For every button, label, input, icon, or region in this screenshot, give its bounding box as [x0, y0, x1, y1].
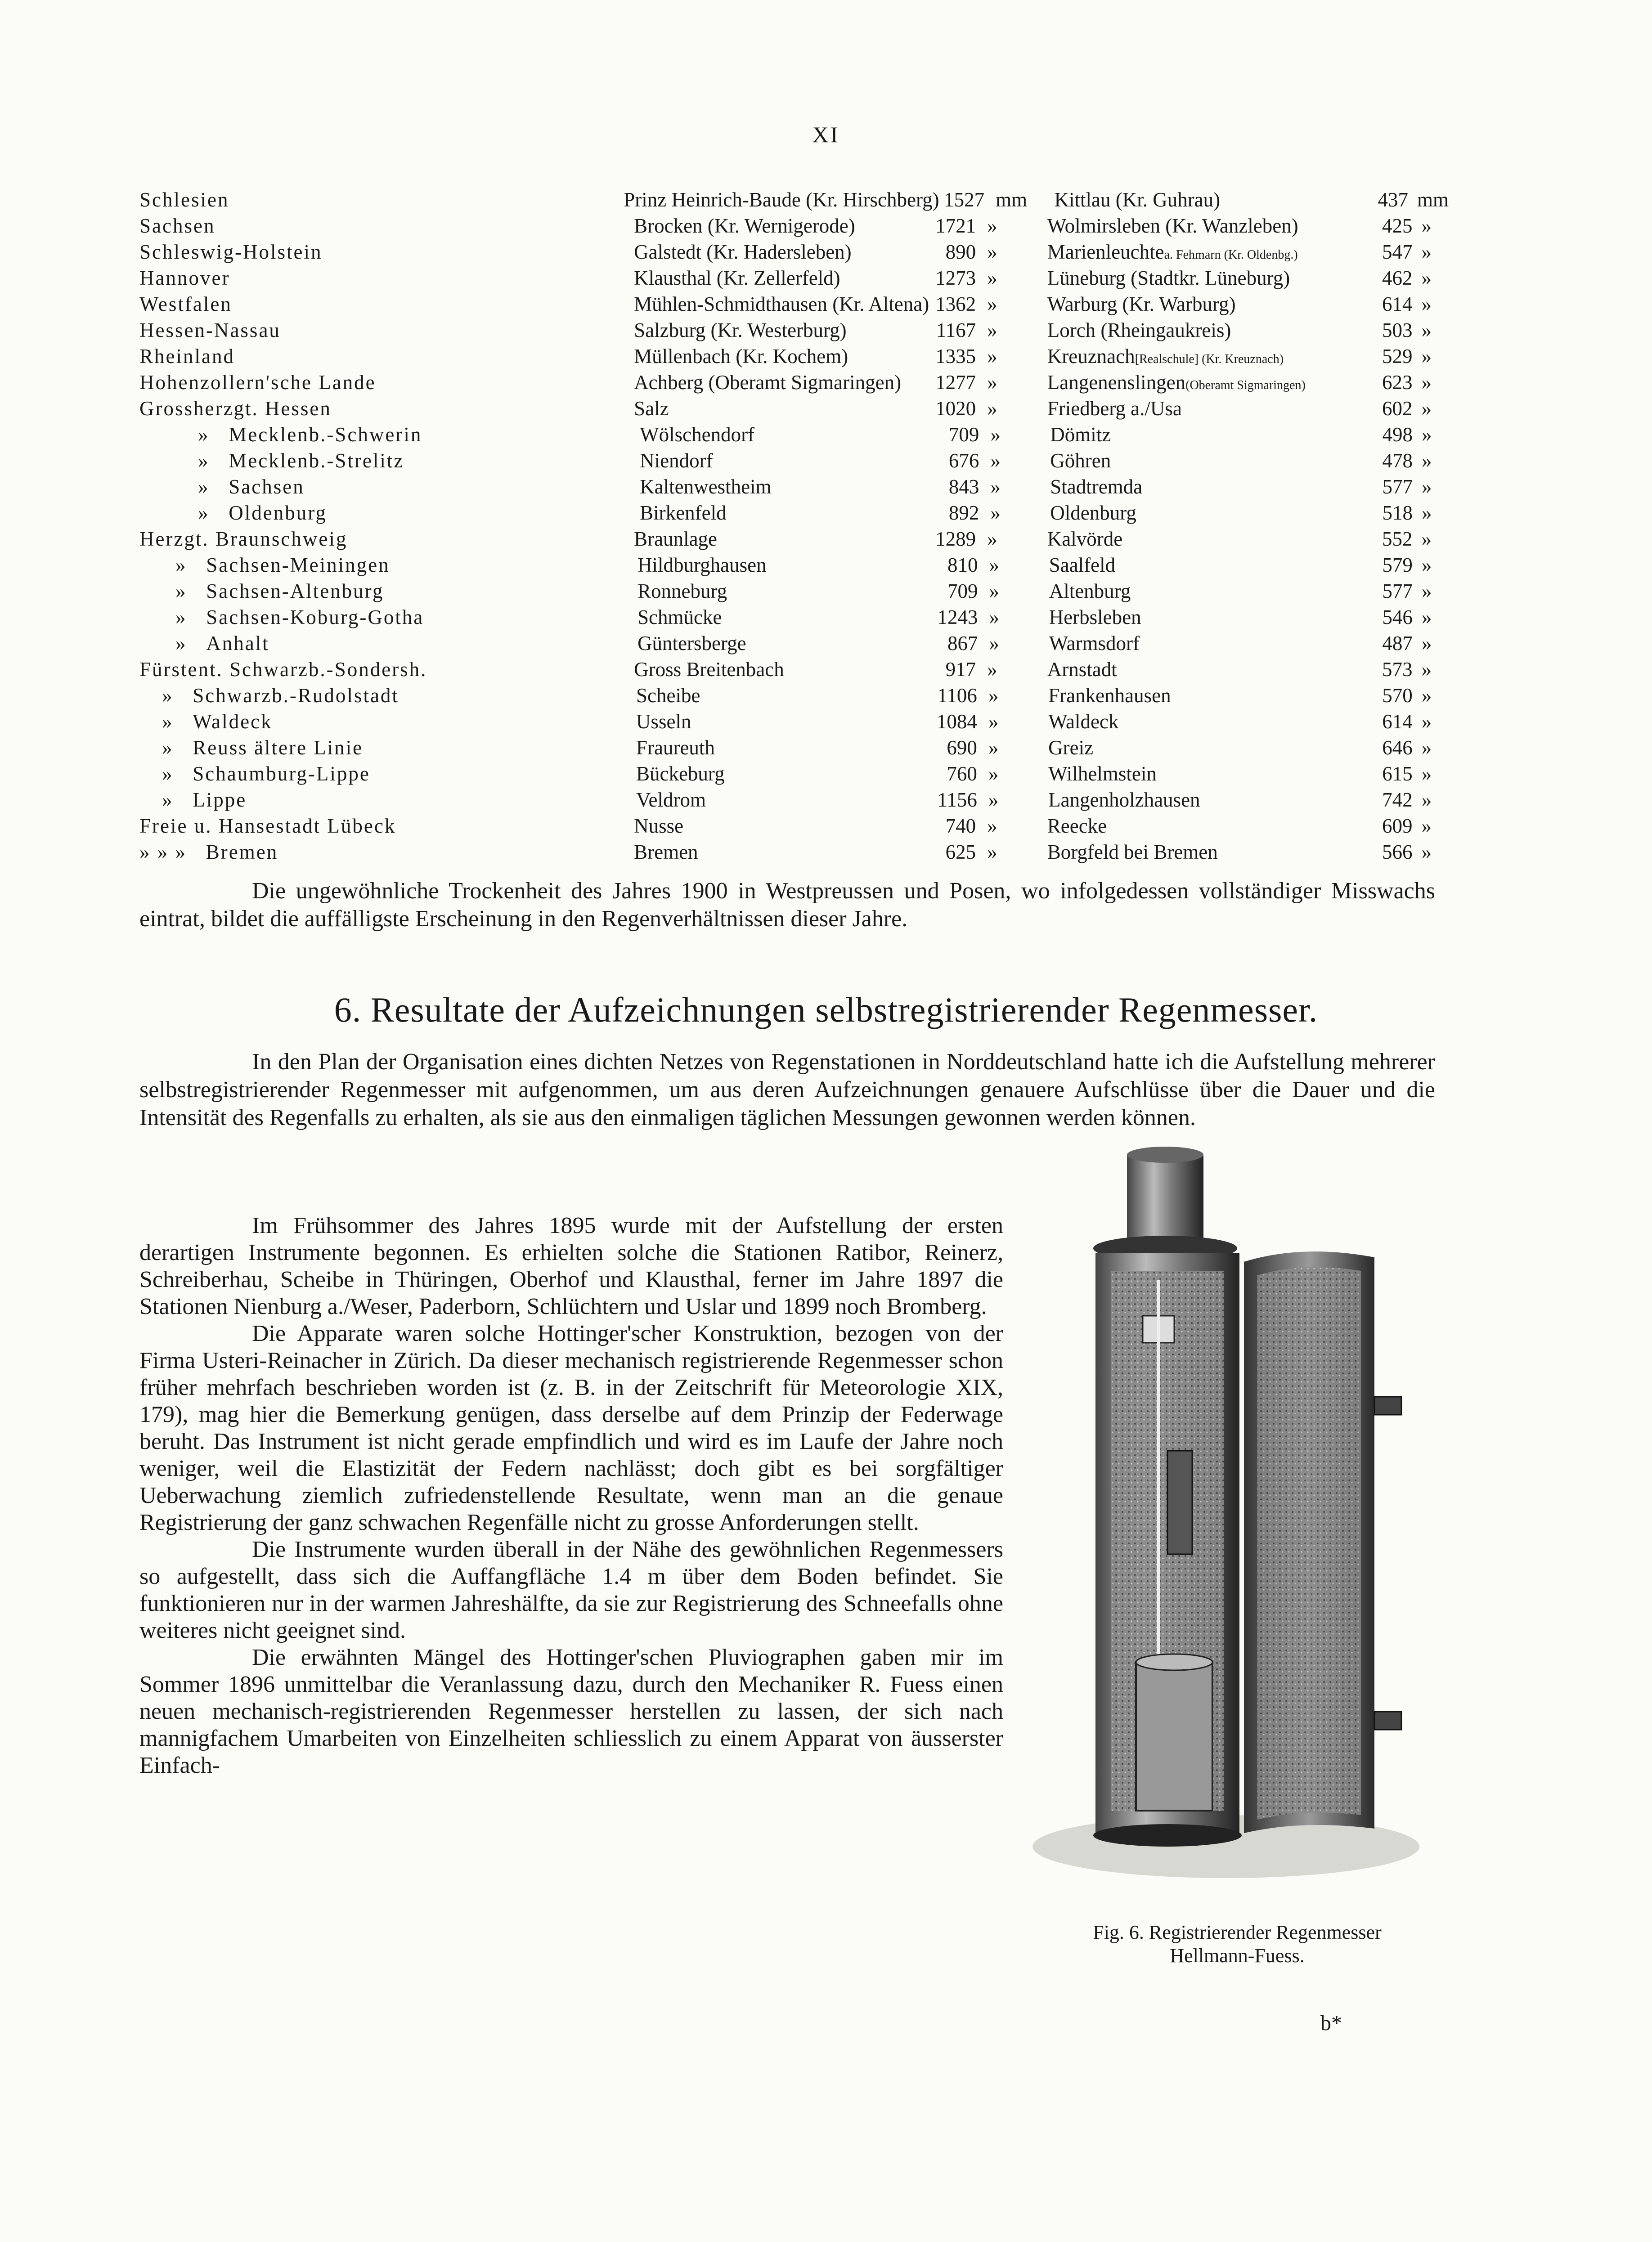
unit-max: »: [990, 449, 1001, 472]
station-wettest: Gross Breitenbach: [634, 658, 784, 681]
station-wettest: Müllenbach (Kr. Kochem): [634, 345, 848, 368]
station-note: [Realschule] (Kr. Kreuznach): [1135, 352, 1284, 366]
table-row: [139, 369, 1449, 395]
unit-min: »: [1421, 789, 1432, 811]
station-driest: Stadtremda: [1050, 475, 1143, 498]
unit-max: »: [988, 736, 999, 759]
station-driest: Oldenburg: [1050, 502, 1136, 524]
region-name: [139, 839, 470, 865]
station-driest: Kalvörde: [1047, 528, 1123, 550]
precip-max: 1527: [944, 188, 985, 211]
station-wettest: Salz: [634, 397, 669, 420]
region-label: Sachsen-Meiningen: [206, 554, 390, 576]
station-driest: Langenenslingen(Oberamt Sigmaringen): [1047, 371, 1306, 394]
unit-min: »: [1421, 423, 1432, 446]
table-row: [139, 343, 1449, 369]
precip-min: 573: [1382, 658, 1413, 681]
table-row: [139, 813, 1449, 839]
station-driest: Wilhelmstein: [1048, 762, 1157, 785]
station-wettest: Niendorf: [640, 449, 713, 472]
station-driest: Waldeck: [1048, 710, 1119, 733]
table-row: [139, 474, 1449, 500]
region-name: [139, 500, 476, 526]
table-row: [139, 630, 1449, 656]
region-name: [139, 395, 470, 421]
station-driest: Altenburg: [1049, 580, 1131, 602]
table-row: [139, 421, 1449, 448]
ditto-mark: »: [198, 449, 210, 472]
unit-max: »: [987, 241, 997, 263]
region-label: Schleswig-Holstein: [139, 241, 323, 263]
region-label: Rheinland: [139, 345, 235, 368]
region-name: [139, 735, 472, 761]
unit-min: »: [1421, 397, 1432, 420]
station-driest: Herbsleben: [1049, 606, 1141, 628]
table-row: [139, 500, 1449, 526]
station-driest: Marienleuchtea. Fehmarn (Kr. Oldenbg.): [1047, 241, 1298, 263]
station-wettest: Usseln: [636, 710, 691, 733]
precip-min: 570: [1382, 684, 1413, 707]
table-row: [139, 682, 1449, 708]
station-wettest: Bückeburg: [636, 762, 725, 785]
region-label: Anhalt: [206, 632, 269, 655]
ditto-mark: »: [162, 762, 174, 785]
station-note: a. Fehmarn (Kr. Oldenbg.): [1164, 248, 1298, 262]
station-wettest: Bremen: [634, 841, 698, 863]
region-label: Sachsen-Altenburg: [206, 580, 384, 602]
region-name: [139, 291, 470, 317]
station-driest: Dömitz: [1050, 423, 1111, 446]
station-note: (Oberamt Sigmaringen): [1185, 378, 1306, 392]
region-name: [139, 187, 459, 213]
body-paragraph: Die Instrumente wurden überall in der Nähe des gewöhnlichen Regenmessers so aufgestellt, dass sich die Auffangfläche 1.4 m über dem Boden befindet. Sie funktionieren nur in der warmen Jahreshälfte, da sie zur Registrierung des Schneefalls ohne weiteres nicht geeignet sind.: [139, 1537, 1003, 1643]
unit-min: »: [1421, 841, 1432, 863]
table-row: [139, 708, 1449, 735]
table-row: [139, 761, 1449, 787]
unit-max: »: [989, 632, 1000, 655]
precip-min: 615: [1382, 762, 1413, 785]
region-label: Mecklenb.-Schwerin: [229, 423, 422, 446]
unit-min: »: [1421, 554, 1432, 576]
station-driest: Kreuznach[Realschule] (Kr. Kreuznach): [1047, 345, 1284, 368]
station-wettest: Ronneburg: [637, 580, 727, 602]
precip-min: 614: [1382, 710, 1413, 733]
region-name: [139, 813, 470, 839]
precip-min: 529: [1382, 345, 1413, 368]
table-row: [139, 448, 1449, 474]
station-wettest: Klausthal (Kr. Zellerfeld): [634, 267, 840, 289]
station-driest: Lüneburg (Stadtkr. Lüneburg): [1047, 267, 1290, 289]
table-row: [139, 317, 1449, 343]
precip-min: 577: [1382, 475, 1413, 498]
region-label: Grossherzgt. Hessen: [139, 397, 332, 420]
table-row: [139, 839, 1449, 865]
region-label: Sachsen: [229, 475, 305, 498]
rain-gauge-illustration: [1032, 1145, 1428, 1883]
intro-paragraph: In den Plan der Organisation eines dichten Netzes von Regenstationen in Norddeutschland hatte ich die Aufstellung mehrerer selbstregistrierender Regenmesser mit aufgenommen, um aus deren Aufzeichnungen genauere Aufschlüsse über die Dauer und die Intensität des Regenfalls zu erhalten, als sie aus den einmaligen täglichen Messungen gewonnen werden können.: [139, 1049, 1435, 1130]
region-name: [139, 787, 472, 813]
table-row: [139, 787, 1449, 813]
ditto-mark: »: [175, 554, 187, 576]
precip-max: 625: [945, 841, 976, 863]
unit-min: »: [1421, 345, 1432, 368]
unit-max: »: [990, 423, 1001, 446]
unit-max: »: [988, 684, 999, 707]
figure-rain-gauge: [1032, 1145, 1428, 1883]
table-row: [139, 239, 1449, 265]
precip-min: 518: [1382, 502, 1413, 524]
region-label: Reuss ältere Linie: [193, 736, 364, 759]
region-label: Fürstent. Schwarzb.-Sondersh.: [139, 658, 427, 681]
station-driest: Saalfeld: [1049, 554, 1116, 576]
region-name: [139, 604, 473, 630]
table-row: [139, 395, 1449, 421]
unit-max: »: [988, 710, 999, 733]
unit-max: »: [989, 554, 1000, 576]
region-name: [139, 239, 470, 265]
unit-max: »: [987, 267, 997, 289]
note-paragraph: Die ungewöhnliche Trockenheit des Jahres 1900 in Westpreussen und Posen, wo infolgedessen vollständiger Misswachs eintrat, bildet die auffälligste Erscheinung in den Regenverhältnissen dieser Jahre.: [139, 878, 1435, 932]
region-name: [139, 474, 476, 500]
signature-mark: b*: [1320, 2011, 1342, 2035]
unit-min: »: [1421, 606, 1432, 628]
precip-min: 623: [1382, 371, 1413, 394]
station-wettest: Güntersberge: [637, 632, 746, 655]
unit-min: »: [1421, 632, 1432, 655]
precip-max: 1721: [935, 215, 976, 237]
region-label: Schlesien: [139, 188, 229, 211]
precip-max: 843: [948, 475, 979, 498]
unit-min: »: [1421, 475, 1432, 498]
table-row: [139, 552, 1449, 578]
unit-max: »: [988, 762, 999, 785]
ditto-mark: »: [175, 606, 187, 628]
unit-max: »: [987, 658, 997, 681]
precip-max: 1362: [935, 293, 976, 315]
station-wettest: Hildburghausen: [637, 554, 767, 576]
precip-min: 547: [1382, 241, 1413, 263]
figure-caption-line1: Fig. 6. Registrierender Regenmesser: [1093, 1921, 1382, 1943]
ditto-mark: »: [198, 475, 210, 498]
precip-max: 1020: [935, 397, 976, 420]
table-row: [139, 291, 1449, 317]
ditto-mark: »: [198, 502, 210, 524]
region-name: [139, 578, 473, 604]
station-wettest: Scheibe: [636, 684, 700, 707]
precip-max: 917: [945, 658, 976, 681]
region-label: Schaumburg-Lippe: [193, 762, 370, 785]
page-number: XI: [812, 122, 840, 147]
precip-max: 1335: [935, 345, 976, 368]
unit-min: »: [1421, 528, 1432, 550]
region-label: Herzgt. Braunschweig: [139, 528, 348, 550]
unit-max: »: [987, 397, 997, 420]
precip-min: 614: [1382, 293, 1413, 315]
unit-min: »: [1421, 449, 1432, 472]
precip-min: 646: [1382, 736, 1413, 759]
station-driest: Reecke: [1047, 815, 1107, 837]
column-text: [139, 1212, 1003, 1779]
region-name: [139, 213, 470, 239]
precip-max: 810: [947, 554, 978, 576]
region-label: Freie u. Hansestadt Lübeck: [139, 815, 396, 837]
precip-max: 676: [948, 449, 979, 472]
unit-min: »: [1421, 580, 1432, 602]
region-label: Sachsen-Koburg-Gotha: [206, 606, 424, 628]
table-row: [139, 187, 1449, 213]
precip-max: 1156: [937, 789, 977, 811]
station-wettest: Achberg (Oberamt Sigmaringen): [634, 371, 902, 394]
precip-min: 503: [1382, 319, 1413, 341]
station-wettest: Braunlage: [634, 528, 718, 550]
precip-min: 602: [1382, 397, 1413, 420]
unit-min: »: [1421, 502, 1432, 524]
unit-max: »: [987, 345, 997, 368]
unit-min: »: [1421, 815, 1432, 837]
unit-min: »: [1421, 684, 1432, 707]
precip-min: 566: [1382, 841, 1413, 863]
unit-max: »: [987, 528, 997, 550]
ditto-mark: »: [162, 710, 174, 733]
ditto-mark: »: [175, 632, 187, 655]
station-wettest: Kaltenwestheim: [640, 475, 772, 498]
station-driest: Greiz: [1048, 736, 1094, 759]
region-name: [139, 343, 470, 369]
unit-max: »: [989, 580, 1000, 602]
region-label: Mecklenb.-Strelitz: [229, 449, 404, 472]
region-name: [139, 265, 470, 291]
unit-max: mm: [996, 188, 1028, 211]
unit-max: »: [987, 841, 997, 863]
precip-min: 546: [1382, 606, 1413, 628]
station-driest: Arnstadt: [1047, 658, 1117, 681]
body-paragraph: Im Frühsommer des Jahres 1895 wurde mit der Aufstellung der ersten derartigen Instrumente begonnen. Es erhielten solche die Stationen Ratibor, Reinerz, Schreiberhau, Scheibe in Thüringen, Oberhof und Klausthal, ferner im Jahre 1897 die Stationen Nienburg a./Weser, Paderborn, Schlüchtern und Uslar und 1899 noch Bromberg.: [139, 1213, 1003, 1319]
region-label: Bremen: [206, 841, 278, 863]
ditto-mark: »: [175, 580, 187, 602]
region-label: Schwarzb.-Rudolstadt: [193, 684, 399, 707]
precip-max: 1167: [936, 319, 976, 341]
precip-max: 1084: [936, 710, 977, 733]
unit-max: »: [989, 606, 1000, 628]
station-driest: Kittlau (Kr. Guhrau): [1054, 188, 1221, 211]
station-driest: Warmsdorf: [1049, 632, 1140, 655]
precip-min: 552: [1382, 528, 1413, 550]
figure-caption-line2: Hellmann-Fuess.: [1170, 1945, 1305, 1967]
unit-min: »: [1421, 658, 1432, 681]
precip-max: 867: [947, 632, 978, 655]
station-driest: Frankenhausen: [1048, 684, 1171, 707]
precip-max: 760: [947, 762, 977, 785]
station-driest: Warburg (Kr. Warburg): [1047, 293, 1236, 315]
region-label: Oldenburg: [229, 502, 327, 524]
unit-max: »: [987, 815, 997, 837]
station-table: [139, 187, 1449, 865]
unit-min: »: [1421, 215, 1432, 237]
precip-min: 425: [1382, 215, 1413, 237]
station-driest: Borgfeld bei Bremen: [1047, 841, 1218, 863]
station-wettest: Galstedt (Kr. Hadersleben): [634, 241, 852, 263]
unit-max: »: [990, 502, 1001, 524]
region-name: [139, 552, 473, 578]
unit-min: »: [1421, 371, 1432, 394]
precip-max: 892: [948, 502, 979, 524]
unit-min: »: [1421, 319, 1432, 341]
region-name: [139, 369, 470, 395]
section-title: 6. Resultate der Aufzeichnungen selbstregistrierender Regenmesser.: [334, 990, 1318, 1029]
unit-min: »: [1421, 267, 1432, 289]
table-row: [139, 265, 1449, 291]
precip-max: 709: [947, 580, 978, 602]
region-name: [139, 630, 473, 656]
region-name: [139, 656, 470, 682]
region-label: Sachsen: [139, 215, 215, 237]
unit-max: »: [987, 319, 997, 341]
table-row: [139, 213, 1449, 239]
precip-min: 579: [1382, 554, 1413, 576]
unit-max: »: [987, 215, 997, 237]
precip-max: 690: [947, 736, 977, 759]
precip-max: 890: [945, 241, 976, 263]
precip-min: 742: [1382, 789, 1413, 811]
region-name: [139, 761, 472, 787]
precip-min: 609: [1382, 815, 1413, 837]
region-label: Hannover: [139, 267, 230, 289]
region-label: Waldeck: [193, 710, 273, 733]
station-driest: Göhren: [1050, 449, 1111, 472]
station-wettest: Wölschendorf: [640, 423, 755, 446]
unit-max: »: [990, 475, 1001, 498]
station-wettest: Nusse: [634, 815, 684, 837]
precip-max: 1289: [935, 528, 976, 550]
precip-min: 478: [1382, 449, 1413, 472]
precip-min: 462: [1382, 267, 1413, 289]
ditto-mark: » » »: [139, 841, 187, 863]
station-wettest: Prinz Heinrich-Baude (Kr. Hirschberg): [624, 188, 939, 211]
region-label: Lippe: [193, 789, 247, 811]
region-name: [139, 526, 470, 552]
station-wettest: Schmücke: [637, 606, 722, 628]
station-wettest: Brocken (Kr. Wernigerode): [634, 215, 855, 237]
ditto-mark: »: [162, 684, 174, 707]
precip-max: 709: [948, 423, 979, 446]
precip-min: 577: [1382, 580, 1413, 602]
ditto-mark: »: [162, 736, 174, 759]
station-wettest: Salzburg (Kr. Westerburg): [634, 319, 847, 341]
body-paragraph: Die erwähnten Mängel des Hottinger'schen Pluviographen gaben mir im Sommer 1896 unmittelbar die Veranlassung dazu, durch den Mechaniker R. Fuess einen neuen mechanisch-registrierenden Regenmesser herstellen zu lassen, der sich nach mannigfachem Umarbeiten von Einzelheiten schliesslich zu einem Apparat von äusserster Einfach-: [139, 1645, 1003, 1778]
precip-max: 740: [945, 815, 976, 837]
precip-min: 498: [1382, 423, 1413, 446]
station-wettest: Fraureuth: [636, 736, 715, 759]
precip-max: 1243: [937, 606, 978, 628]
ditto-mark: »: [162, 789, 174, 811]
station-wettest: Birkenfeld: [640, 502, 727, 524]
figure-caption: [1035, 1921, 1440, 1968]
table-row: [139, 604, 1449, 630]
precip-max: 1277: [935, 371, 976, 394]
region-name: [139, 682, 472, 708]
region-label: Westfalen: [139, 293, 232, 315]
unit-min: mm: [1417, 188, 1449, 211]
region-label: Hessen-Nassau: [139, 319, 281, 341]
region-name: [139, 317, 470, 343]
region-label: Hohenzollern'sche Lande: [139, 371, 376, 394]
unit-min: »: [1421, 736, 1432, 759]
table-row: [139, 656, 1449, 682]
station-driest: Wolmirsleben (Kr. Wanzleben): [1047, 215, 1298, 237]
region-name: [139, 448, 476, 474]
region-name: [139, 708, 472, 735]
unit-min: »: [1421, 762, 1432, 785]
unit-min: »: [1421, 710, 1432, 733]
station-driest: Langenholzhausen: [1048, 789, 1200, 811]
table-row: [139, 526, 1449, 552]
table-row: [139, 735, 1449, 761]
ditto-mark: »: [198, 423, 210, 446]
precip-max: 1106: [937, 684, 977, 707]
unit-min: »: [1421, 293, 1432, 315]
unit-max: »: [988, 789, 999, 811]
table-row: [139, 578, 1449, 604]
precip-max: 1273: [935, 267, 976, 289]
station-wettest: Veldrom: [636, 789, 706, 811]
unit-min: »: [1421, 241, 1432, 263]
unit-max: »: [987, 293, 997, 315]
precip-min: 487: [1382, 632, 1413, 655]
station-driest: Lorch (Rheingaukreis): [1047, 319, 1231, 341]
body-paragraph: Die Apparate waren solche Hottinger'scher Konstruktion, bezogen von der Firma Usteri-Reinacher in Zürich. Da dieser mechanisch registrierende Regenmesser schon früher mehrfach beschrieben worden ist (z. B. in der Zeitschrift für Meteorologie XIX, 179), mag hier die Bemerkung genügen, dass derselbe auf dem Prinzip der Federwage beruht. Das Instrument ist nicht gerade empfindlich und wird es im Laufe der Jahre noch weniger, weil die Elastizität der Federn nachlässt; doch gibt es bei sorgfältiger Ueberwachung ziemlich zufriedenstellende Resultate, wenn man an die genaue Registrierung der ganz schwachen Regenfälle nicht zu grosse Anforderungen stellt.: [139, 1321, 1003, 1535]
station-wettest: Mühlen-Schmidthausen (Kr. Altena): [634, 293, 929, 315]
station-driest: Friedberg a./Usa: [1047, 397, 1182, 420]
region-name: [139, 421, 476, 448]
precip-min: 437: [1378, 188, 1408, 211]
unit-max: »: [987, 371, 997, 394]
